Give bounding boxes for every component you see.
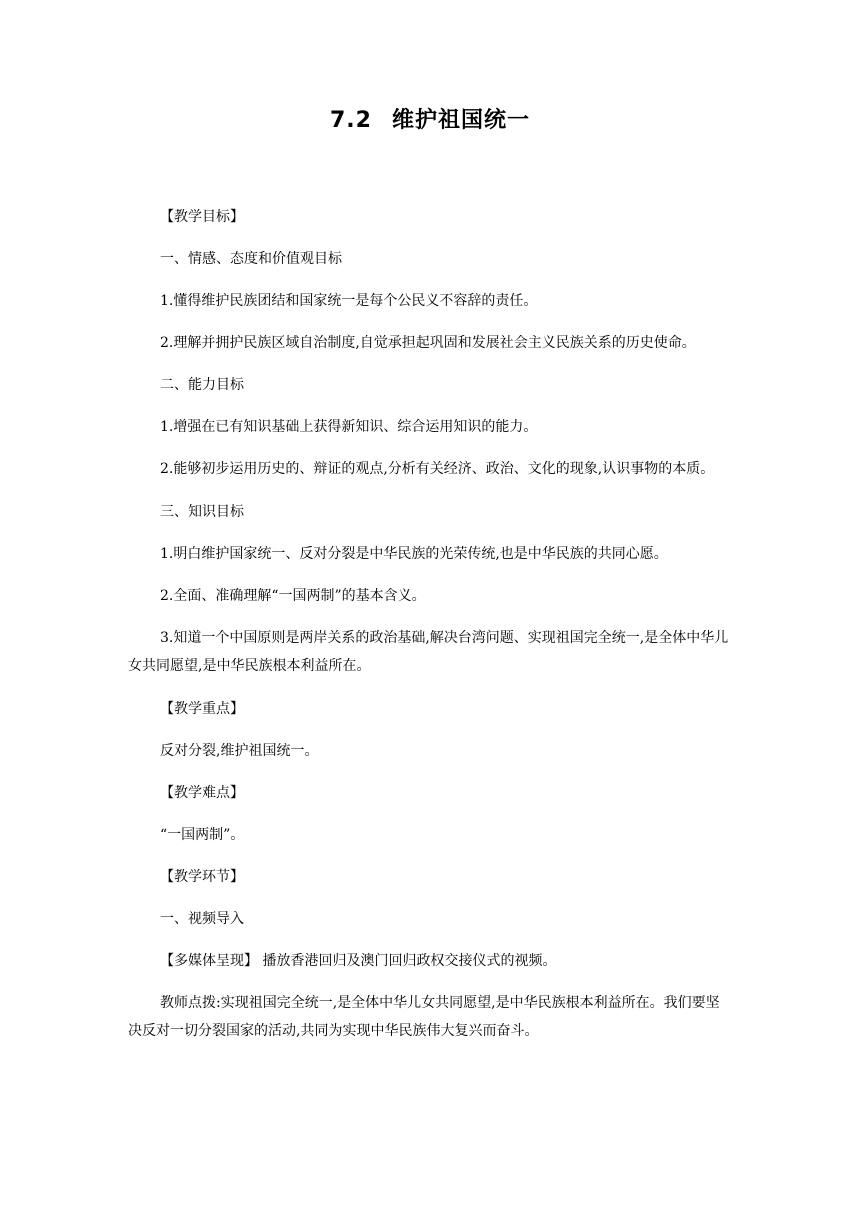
paragraph: 2.理解并拥护民族区域自治制度,自觉承担起巩固和发展社会主义民族关系的历史使命。 [160, 335, 696, 351]
subheading-emotion-goals: 一、情感、态度和价值观目标 [160, 251, 342, 267]
subheading-video-intro: 一、视频导入 [160, 911, 244, 927]
title-text: 维护祖国统一 [391, 108, 530, 133]
paragraph: 3.知道一个中国原则是两岸关系的政治基础,解决台湾问题、实现祖国完全统一,是全体中华儿女共同愿望,是中华民族根本利益所在。 [128, 630, 729, 674]
document-body [128, 203, 732, 1060]
paragraph: 1.懂得维护民族团结和国家统一是每个公民义不容辞的责任。 [160, 293, 538, 309]
page-title [0, 103, 860, 134]
subheading-knowledge-goals: 三、知识目标 [160, 504, 244, 520]
paragraph: 2.能够初步运用历史的、辩证的观点,分析有关经济、政治、文化的现象,认识事物的本质。 [160, 461, 715, 477]
paragraph: 1.明白维护国家统一、反对分裂是中华民族的光荣传统,也是中华民族的共同心愿。 [160, 546, 668, 562]
title-number: 7.2 [330, 108, 372, 133]
section-heading-difficulties: 【教学难点】 [160, 785, 244, 801]
section-heading-objectives: 【教学目标】 [160, 209, 244, 225]
section-heading-teaching-steps: 【教学环节】 [160, 869, 244, 885]
paragraph: 【多媒体呈现】 播放香港回归及澳门回归政权交接仪式的视频。 [160, 953, 557, 969]
section-heading-key-points: 【教学重点】 [160, 701, 244, 717]
subheading-ability-goals: 二、能力目标 [160, 377, 244, 393]
paragraph: 教师点拨:实现祖国完全统一,是全体中华儿女共同愿望,是中华民族根本利益所在。我们要坚决反对一切分裂国家的活动,共同为实现中华民族伟大复兴而奋斗。 [128, 995, 720, 1039]
paragraph: 2.全面、准确理解“一国两制”的基本含义。 [160, 588, 426, 604]
paragraph: 反对分裂,维护祖国统一。 [160, 743, 319, 759]
paragraph: “一国两制”。 [160, 827, 245, 843]
paragraph: 1.增强在已有知识基础上获得新知识、综合运用知识的能力。 [160, 419, 538, 435]
